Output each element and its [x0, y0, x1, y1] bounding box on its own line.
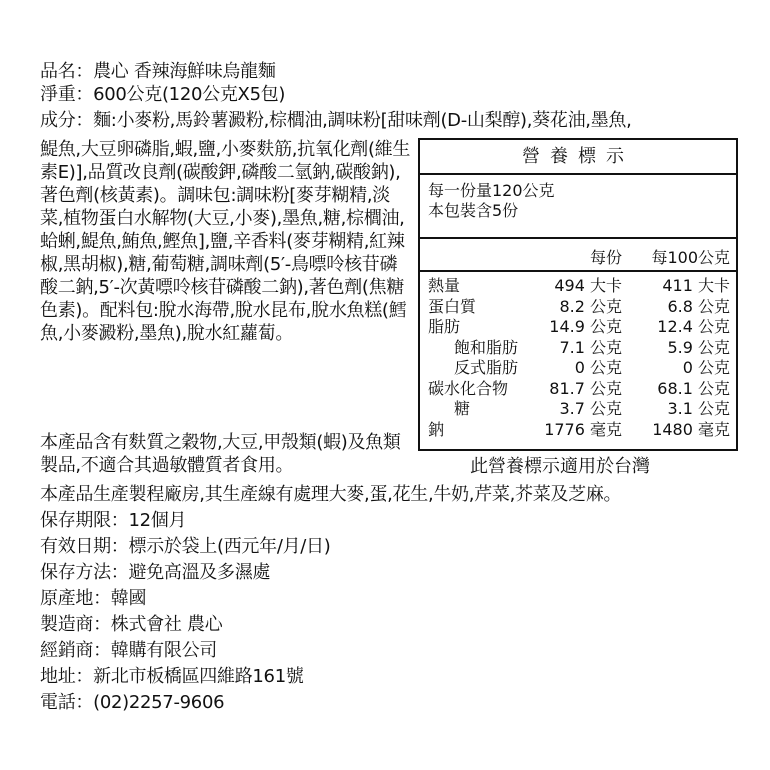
servings-per-package: 本包裝含5份: [428, 201, 519, 220]
nutrition-row-fat: [420, 317, 736, 338]
value-per-100g: 6.8 公克: [667, 296, 730, 316]
origin-line: 原產地：韓國: [40, 588, 147, 609]
ingredients-text: 鯷魚,大豆卵磷脂,蝦,鹽,小麥麩筋,抗氧化劑(維生素E)],品質改良劑(碳酸鉀,磷酸二氫鈉,碳酸鈉),著色劑(核黃素)。調味包:調味粉[麥芽糊精,淡菜,植物蛋白水解物(大豆,小麥),墨魚,糖,棕櫚油,蛤蜊,鯷魚,鮪魚,鰹魚],鹽,辛香料(麥芽糊精,紅辣椒,黑胡椒),糖,葡萄糖,調味劑(5′-鳥嘌呤核苷磷酸二鈉,5′-次黃嘌呤核苷磷酸二鈉),著色劑(焦糖色素)。配料包:脫水海帶,脫水昆布,脫水魚糕(鱈魚,小麥澱粉,墨魚),脫水紅蘿蔔。: [40, 139, 411, 344]
nutrition-note: 此營養標示適用於台灣: [470, 456, 650, 477]
nutrient-name: 糖: [454, 399, 471, 418]
nutrition-row-protein: [420, 297, 736, 318]
factory-line: 本產品生產製程廠房,其生產線有處理大麥,蛋,花生,牛奶,芹菜,芥菜及芝麻。: [40, 484, 622, 505]
nutrient-name: 飽和脂肪: [454, 337, 519, 357]
nutrient-name: 鈉: [428, 419, 445, 439]
value-per-100g: 1480 毫克: [652, 419, 730, 439]
value-per-100g: 12.4 公克: [657, 317, 730, 336]
column-per-serving: 每份: [589, 248, 622, 267]
value-per-100g: 68.1 公克: [657, 378, 730, 398]
distributor-line: 經銷商：韓購有限公司: [40, 640, 217, 661]
column-per-100g: 每100公克: [651, 248, 730, 267]
manufacturer-line: 製造商：株式會社 農心: [40, 614, 223, 635]
nutrition-row-carbohydrate: [420, 379, 736, 400]
product-name-line: 品名：農心 香辣海鮮味烏龍麵: [40, 61, 276, 82]
nutrient-name: 蛋白質: [428, 296, 477, 316]
nutrient-name: 反式脂肪: [454, 358, 519, 377]
nutrition-row-trans-fat: [420, 358, 736, 379]
nutrition-row-sodium: [420, 420, 736, 441]
nutrition-column-header: [420, 239, 736, 272]
nutrition-row-sugar: [420, 399, 736, 420]
serving-info: [420, 175, 736, 239]
storage-line: 保存方法：避免高溫及多濕處: [40, 562, 271, 583]
value-per-serving: 1776 毫克: [544, 419, 622, 439]
value-per-100g: 5.9 公克: [667, 337, 730, 357]
nutrition-rows: [420, 272, 736, 440]
value-per-serving: 494 大卡: [554, 276, 622, 295]
value-per-serving: 7.1 公克: [559, 337, 622, 357]
serving-size: 每一份量120公克: [428, 181, 555, 200]
value-per-serving: 0 公克: [574, 358, 622, 377]
shelf-life-line: 保存期限：12個月: [40, 510, 187, 531]
value-per-serving: 81.7 公克: [549, 378, 622, 398]
value-per-serving: 14.9 公克: [549, 317, 622, 336]
allergen-text: 本產品含有麩質之穀物,大豆,甲殼類(蝦)及魚類製品,不適合其過敏體質者食用。: [40, 432, 401, 476]
nutrition-row-energy: [420, 276, 736, 297]
value-per-serving: 8.2 公克: [559, 296, 622, 316]
value-per-serving: 3.7 公克: [559, 399, 622, 418]
net-weight-line: 淨重：600公克(120公克X5包): [40, 84, 286, 105]
expiry-line: 有效日期：標示於袋上(西元年/月/日): [40, 536, 331, 557]
nutrient-name: 脂肪: [428, 317, 461, 336]
address-line: 地址：新北市板橋區四維路161號: [40, 666, 304, 687]
nutrient-name: 碳水化合物: [428, 378, 509, 398]
nutrition-title: 營養標示: [420, 140, 736, 175]
nutrition-row-saturated-fat: [420, 338, 736, 359]
nutrient-name: 熱量: [428, 276, 461, 295]
value-per-100g: 3.1 公克: [667, 399, 730, 418]
value-per-100g: 411 大卡: [662, 276, 730, 295]
value-per-100g: 0 公克: [682, 358, 730, 377]
phone-line: 電話：(02)2257-9606: [40, 692, 225, 713]
nutrition-table: [418, 138, 738, 451]
ingredients-first-line: 成分：麵:小麥粉,馬鈴薯澱粉,棕櫚油,調味粉[甜味劑(D-山梨醇),葵花油,墨魚,: [40, 110, 632, 131]
